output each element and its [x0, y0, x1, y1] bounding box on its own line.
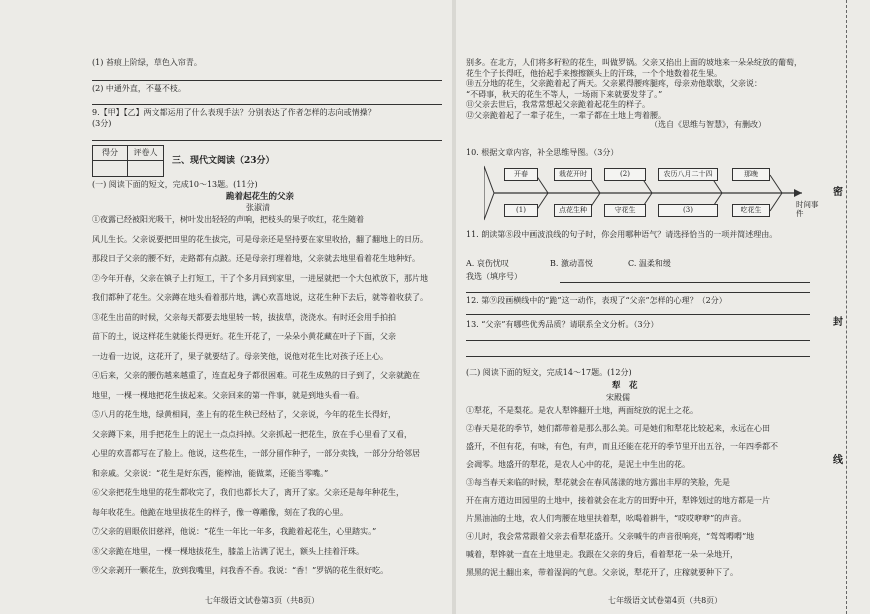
paragraph-line: 和亲戚。父亲说：“花生是好东西，能榨油，能做菜，还能当零嘴。” — [92, 468, 329, 478]
answer-line — [466, 314, 810, 315]
fishbone-bottom-2: 点花生种 — [554, 204, 592, 217]
paragraph-line: 黑黑的泥土翻出来，带着湿润的气息。父亲说，犁花开了，庄稼就要种下了。 — [466, 568, 738, 577]
paragraph-line: 别多。在北方，人们将多籽粒的花生，叫做罗锅。父亲又掐出上面的坡地来一朵朵绽放的葡萄， — [466, 58, 802, 67]
paragraph-line: ④儿时，我会常常跟着父亲去看犁花盛开。父亲喊牛的声音很响亮，“驾驾嘚嘚”地 — [466, 532, 755, 541]
paragraph-line: ①夜露已经被阳光吸干，树叶发出轻轻的声响，把枝头的果子吹红，花生随着 — [92, 215, 364, 224]
paragraph-line: 苗下的土，说这样花生就能长得更好。花生开花了，一朵朵小黄花藏在叶子下面，父亲 — [92, 332, 396, 341]
fishbone-bottom-1: (1) — [504, 204, 538, 217]
q9-score: (3分) — [92, 119, 112, 128]
paragraph-line: 我们都种了花生。父亲蹲在地头看着那片地，满心欢喜地说，这花生种下去后，就等着收获了。 — [92, 293, 428, 302]
grader-label: 评卷人 — [128, 146, 163, 161]
source-note: （选自《思维与智慧》，有删改） — [650, 120, 766, 129]
page-footer: 七年级语文试卷第3页（共8页） — [205, 596, 320, 605]
paragraph-line: ⑥父亲把花生地里的花生都收完了，我们也都长大了，离开了家。父亲还是每年种花生， — [92, 488, 404, 497]
answer-line — [92, 104, 442, 105]
paragraph-line: 心里的欢喜都写在了脸上。他说，这些花生，一部分留作种子，一部分卖钱，一部分分给邻居 — [92, 449, 420, 458]
score-label: 得分 — [93, 146, 128, 161]
q11-option-a: A. 哀伤忧叹 — [466, 259, 509, 268]
paragraph-line: ⑨父亲剥开一颗花生，放到我嘴里，问我香不香。我说：“香！”罗锅的花生很好吃。 — [92, 566, 389, 575]
fishbone-top-1: 开春 — [504, 168, 538, 181]
paragraph-line: 会凋零。地盛开的犁花，是农人心中的花，是泥土中生出的花。 — [466, 460, 690, 469]
answer-line — [466, 340, 810, 341]
paragraph-line: ⑩五分地的花生，父亲跪着起了两天。父亲累得腰疼腿疼，母亲劝他歇歇，父亲说： — [466, 79, 762, 88]
paragraph-line: 一边看一边说，这花开了，果子就要结了。母亲笑他，说他对花生比对孩子还上心。 — [92, 351, 388, 361]
paragraph-line: ⑧父亲跪在地里，一棵一棵地拔花生，膝盖上沾满了泥土，额头上挂着汗珠。 — [92, 546, 364, 556]
fishbone-top-4: 农历八月二十四 — [658, 168, 718, 181]
seal-label-1: 密 — [833, 187, 843, 198]
q8-line1: (1) 苔痕上阶绿，草色入帘青。 — [92, 58, 202, 67]
q11-choice: 我选（填序号） — [466, 272, 522, 281]
reading1-intro: (一) 阅读下面的短文，完成10～13题。(11分) — [92, 180, 258, 189]
answer-line — [466, 356, 810, 357]
q13: 13. “父亲”有哪些优秀品质？请联系全文分析。（3分） — [466, 320, 659, 329]
paragraph-line: “不碍事，秋天的花生不等人，一场雨下来就要发芽了。” — [466, 89, 663, 99]
paragraph-line: ③每当春天来临的时候，犁花就会在春风荡漾的地方露出丰厚的笑脸，先是 — [466, 478, 730, 487]
paragraph-line: 那段日子父亲的腰不好，走路都有点跛。还是母亲打理着地，父亲就去地里看着花生地种好。 — [92, 254, 420, 263]
article-author: 张淑清 — [246, 203, 270, 212]
article2-author: 宋殿儒 — [606, 393, 630, 402]
paragraph-line: 喊着，犁铧就一直在土地里走。我跟在父亲的身后，看着犁花一朵一朵地开， — [466, 550, 738, 559]
paragraph-line: 花生个子长得旺，他抬起手来擦擦额头上的汗珠，一个个地数着花生果。 — [466, 68, 722, 78]
article-title: 跪着起花生的父亲 — [226, 192, 295, 202]
paragraph-line: 每年收花生。他跪在地里拔花生的样子，像一尊雕像，刻在了我的心里。 — [92, 507, 348, 517]
fishbone-bottom-3: 守花生 — [604, 204, 646, 217]
paragraph-line: 片黑油油的土地，农人们弯腰在地里扶着犁，吆喝着耕牛，“哎哎咿咿”的声音。 — [466, 514, 747, 523]
paragraph-line: 盛开，不但有花，有味，有色，有声，而且还能在花开的季节里开出五谷，一年四季都不 — [466, 442, 778, 451]
paragraph-line: ②春天是花的季节，她们都带着是那么那么美。可是她们和犁花比较起来，永远在心田 — [466, 424, 770, 433]
fishbone-top-5: 那晚 — [732, 168, 770, 181]
seal-label-2: 封 — [833, 317, 843, 328]
article2-title: 犁 花 — [612, 381, 638, 391]
paragraph-line: ⑪父亲去世后，我常常想起父亲跪着起花生的样子。 — [466, 100, 650, 109]
paragraph-line: 父亲蹲下来，用手把花生上的泥土一点点抖掉。父亲抓起一把花生，放在手心里看了又看， — [92, 429, 412, 439]
q8-line2: (2) 中通外直，不蔓不枝。 — [92, 84, 186, 93]
q11-option-c: C. 温柔和缓 — [628, 259, 671, 268]
fishbone-top-3: (2) — [604, 168, 646, 181]
seal-label-3: 线 — [833, 455, 843, 466]
reading2-intro: (二) 阅读下面的短文，完成14～17题。(12分) — [466, 368, 632, 377]
paragraph-line: 开在南方道边田园里的土地中，接着就会在北方的田野中开，犁铧划过的地方都是一片 — [466, 496, 770, 505]
fishbone-top-2: 栽花开时 — [554, 168, 592, 181]
paragraph-line: 风儿生长。父亲说要把田里的花生拔完，可是母亲还是坚持要在家里收拾，翻了翻地上的日历。 — [92, 234, 428, 244]
q10: 10. 根据文章内容，补全思维导图。（3分） — [466, 148, 619, 157]
q12: 12. 第⑨段画横线中的“跪”这一动作，表现了“父亲”怎样的心理？（2分） — [466, 296, 727, 305]
paragraph-line: ⑤八月的花生地，绿黄相间，垄上有的花生秧已经枯了，父亲说，今年的花生长得好， — [92, 410, 396, 419]
fishbone-bottom-5: 吃花生 — [732, 204, 770, 217]
paragraph-line: ⑦父亲的眉眼依旧慈祥，他说：“花生一年比一年多，我跪着起花生，心里踏实。” — [92, 527, 377, 536]
answer-line — [466, 292, 810, 293]
paragraph-line: ②今年开春，父亲在镇子上打短工，干了个多月回到家里，一进屋就把一个大包袱放下，那片地 — [92, 273, 428, 283]
answer-line — [560, 282, 810, 283]
fishbone-axis-label: 时间事件 — [796, 200, 819, 218]
paragraph-line: ①犁花，不是梨花。是农人犁铧翻开土地，两面绽放的泥土之花。 — [466, 406, 698, 415]
q9: 9.【甲】【乙】两文都运用了什么表现手法？分别表达了作者怎样的志向或情操？ — [92, 108, 376, 117]
paragraph-line: ③花生出苗的时候，父亲每天都要去地里转一转，拔拔草，浇浇水。有时还会用手拍拍 — [92, 312, 396, 322]
answer-line — [92, 80, 442, 81]
fold — [452, 0, 456, 614]
fishbone-bottom-4: (3) — [658, 204, 718, 217]
seal-line — [846, 0, 847, 614]
page-footer: 七年级语文试卷第4页（共8页） — [608, 596, 723, 605]
paragraph-line: ④后来，父亲的腰伤越来越重了，连直起身子都很困难。可花生成熟的日子到了，父亲就跪在 — [92, 371, 420, 380]
section-title: 三、现代文阅读（23分） — [172, 156, 275, 166]
score-box — [92, 145, 164, 177]
q11: 11. 朗读第⑧段中画波浪线的句子时，你会用哪种语气？请选择恰当的一项并简述理由。 — [466, 230, 778, 239]
paragraph-line: ⑫父亲跪着起了一辈子花生，一辈子都在土地上弯着腰。 — [466, 110, 666, 120]
paragraph-line: 地里，一棵一棵地把花生拔起来。父亲回来的第一件事，就是到地头看一看。 — [92, 390, 364, 400]
q11-option-b: B. 激动喜悦 — [550, 259, 593, 268]
answer-line — [92, 140, 442, 141]
